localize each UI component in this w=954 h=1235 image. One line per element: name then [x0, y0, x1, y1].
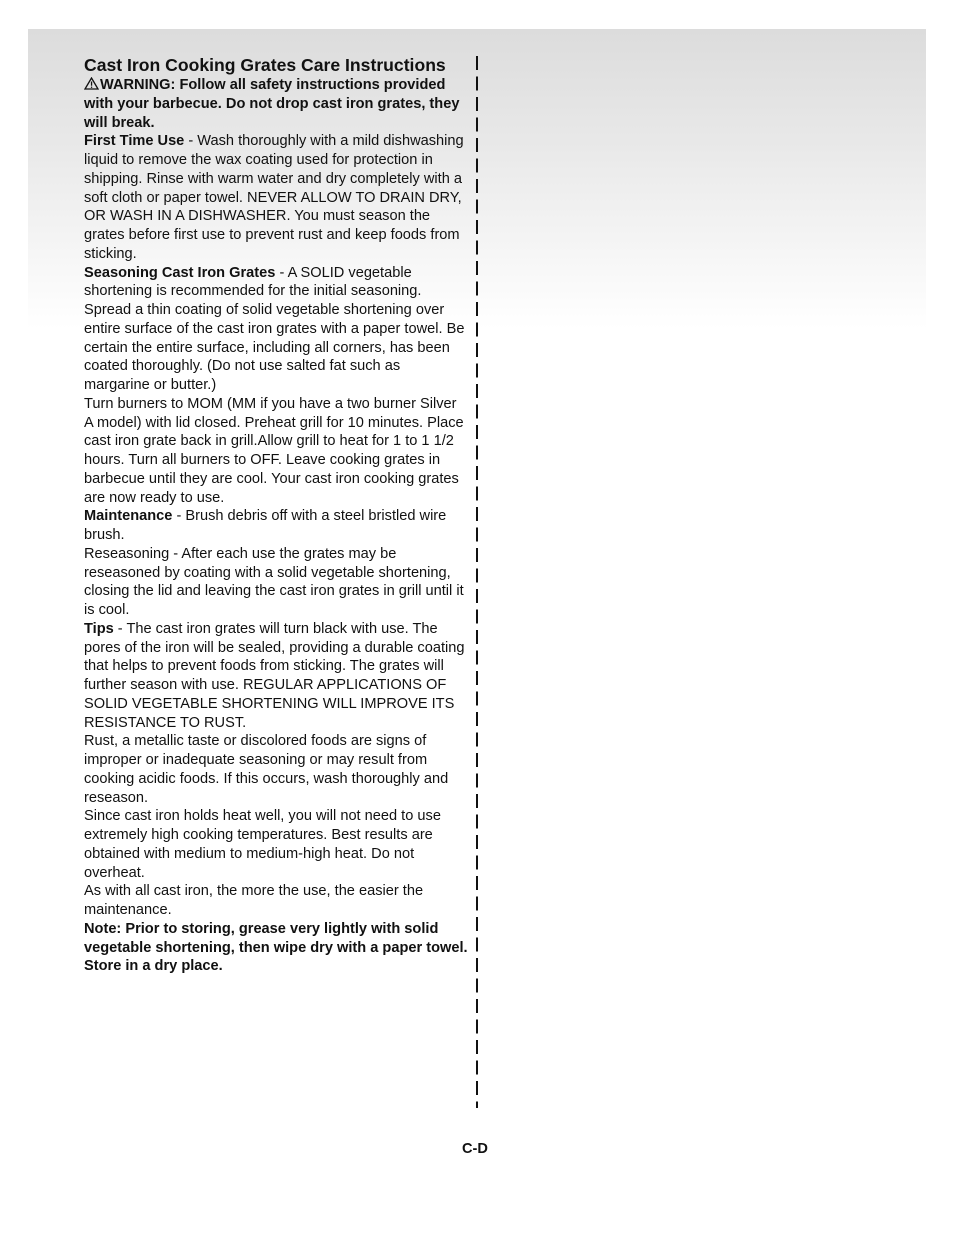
rust-paragraph: Rust, a metallic taste or discolored foods are signs of improper or inadequate seasoning or may result from cooking acidic foods. If this occurs, wash thoroughly and reseason. [84, 733, 449, 806]
seasoning-text: - A SOLID vegetable shortening is recommended for the initial seasoning. Spread a thin coating of solid vegetable shortening over entire surface of the cast iron grates with a paper towel. Be certain the entire surface, including all corners, has been coated thoroughly. (Do not use salted fat such as margarine or butter.) [84, 264, 465, 393]
storage-note: Note: Prior to storing, grease very lightly with solid vegetable shortening, then wipe dry with a paper towel. Store in a dry place. [84, 920, 468, 975]
first-time-use-text: - Wash thoroughly with a mild dishwashing liquid to remove the wax coating used for protection in shipping. Rinse with warm water and dry completely with a soft cloth or paper towel. NEVER ALLOW TO DRAIN DRY, OR WASH IN A DISHWASHER. You must season the grates before first use to prevent rust and keep foods from sticking. [84, 133, 464, 262]
page-number: C-D [462, 1141, 488, 1157]
turn-burners-paragraph: Turn burners to MOM (MM if you have a two burner Silver A model) with lid closed. Preheat grill for 10 minutes. Place cast iron grate back in grill.Allow grill to heat for 1 to 1 1/2 hours. Turn all burners to OFF. Leave cooking grates in barbecue until they are cool. Your cast iron cooking grates are now ready to use. [84, 395, 464, 506]
maintenance-paragraph [84, 507, 468, 545]
maintenance-label: Maintenance [84, 508, 173, 525]
first-time-use-paragraph [84, 132, 468, 263]
page-title: Cast Iron Cooking Grates Care Instructions [84, 55, 446, 75]
warning-paragraph [84, 76, 468, 132]
tips-label: Tips [84, 620, 114, 637]
cast-iron-use-paragraph: As with all cast iron, the more the use, the easier the maintenance. [84, 883, 424, 918]
reseasoning-paragraph: Reseasoning - After each use the grates may be reseasoned by coating with a solid vegetable shortening, closing the lid and leaving the cast iron grates in grill until it is cool. [84, 545, 464, 618]
first-time-use-label: First Time Use [84, 133, 185, 150]
tips-paragraph [84, 620, 468, 733]
warning-triangle-icon [84, 77, 99, 90]
maintenance-text: - Brush debris off with a steel bristled wire brush. [84, 508, 447, 543]
seasoning-label: Seasoning Cast Iron Grates [84, 264, 276, 281]
tips-text: - The cast iron grates will turn black with use. The pores of the iron will be sealed, providing a durable coating that helps to prevent foods from sticking. The grates will further season with use. REGULAR APPLICATIONS OF SOLID VEGETABLE SHORTENING WILL IMPROVE ITS RESISTANCE TO RUST. [84, 620, 465, 731]
seasoning-paragraph [84, 264, 468, 395]
instructions-column [84, 54, 468, 976]
dashed-cut-line [476, 56, 478, 1108]
warning-text: WARNING: Follow all safety instructions provided with your barbecue. Do not drop cast iron grates, they will break. [84, 77, 460, 131]
heat-paragraph: Since cast iron holds heat well, you will not need to use extremely high cooking temperatures. Best results are obtained with medium to medium-high heat. Do not overheat. [84, 808, 441, 881]
